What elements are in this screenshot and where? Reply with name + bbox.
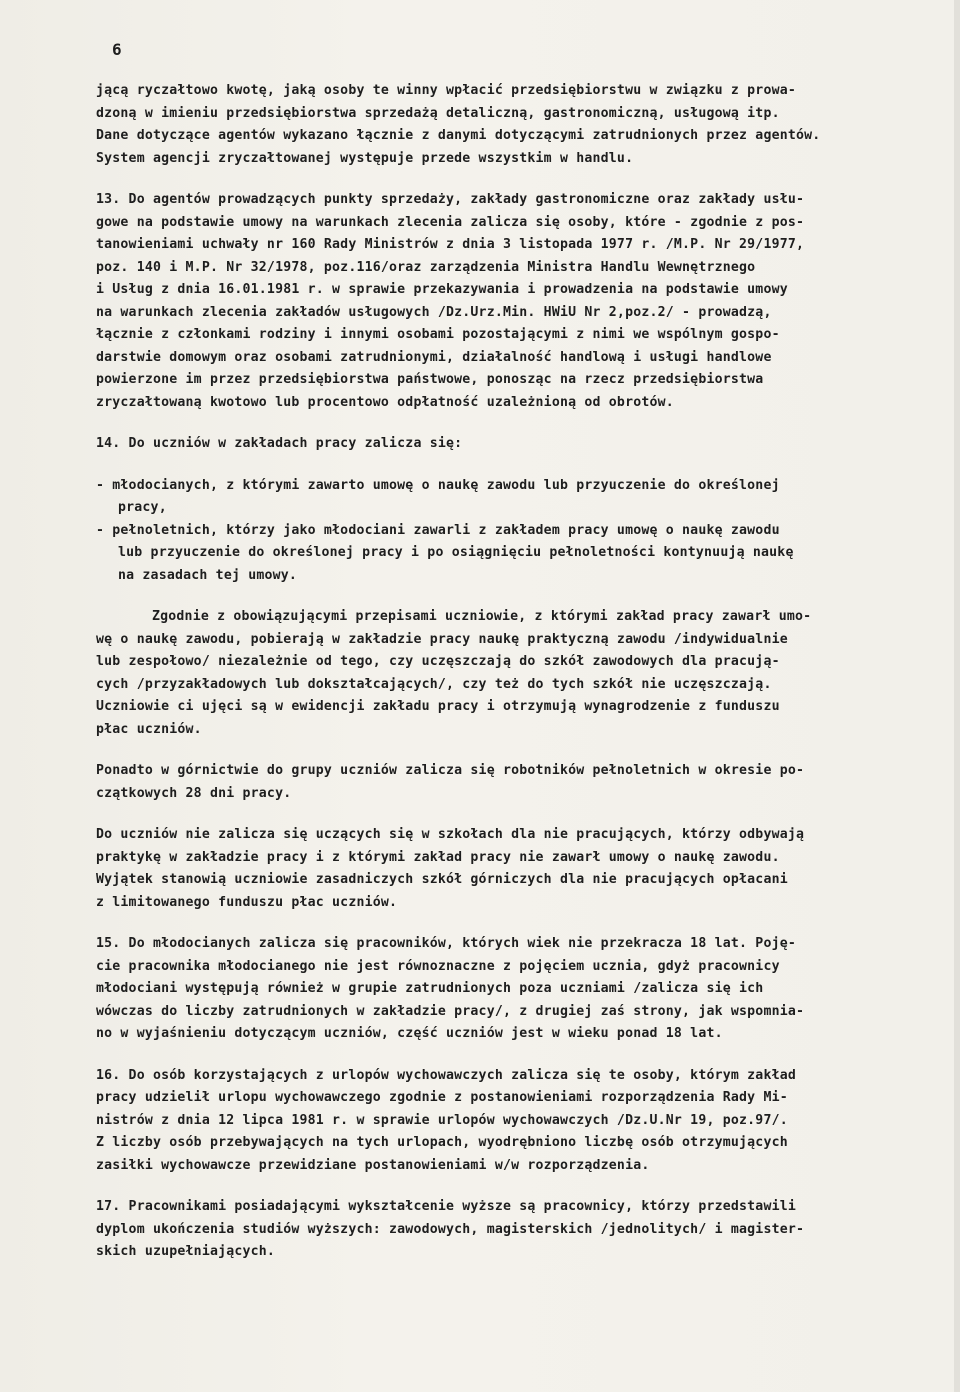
text-line: Z liczby osób przebywających na tych urlopach, wyodrębniono liczbę osób otrzymujących xyxy=(96,1135,788,1150)
text-line: łącznie z członkami rodziny i innymi osobami pozostającymi z nimi we wspólnym gospo- xyxy=(96,327,780,342)
paragraph-gap xyxy=(96,1177,930,1196)
text-line: czątkowych 28 dni pracy. xyxy=(96,785,292,801)
text-line: dyplom ukończenia studiów wyższych: zawodowych, magisterskich /jednolitych/ i magister- xyxy=(96,1221,805,1237)
text-line: gowe na podstawie umowy na warunkach zlecenia zalicza się osoby, które - zgodnie z pos- xyxy=(96,214,805,230)
text-line: zasiłki wychowawcze przewidziane postanowieniami w/w rozporządzenia. xyxy=(96,1157,650,1173)
text-line: pracy udzielił urlopu wychowawczego zgodnie z postanowieniami rozporządzenia Rady Mi- xyxy=(96,1090,788,1105)
document-body xyxy=(96,80,930,1264)
text-line: lub przyuczenie do określonej pracy i po osiągnięciu pełnoletności kontynuują naukę xyxy=(118,545,794,560)
text-line: skich uzupełniających. xyxy=(96,1244,276,1259)
page-edge-shadow xyxy=(954,0,960,1392)
text-line: zryczałtowaną kwotowo lub procentowo odpłatność uzależnioną od obrotów. xyxy=(96,394,674,410)
text-line: Wyjątek stanowią uczniowie zasadniczych szkół górniczych dla nie pracujących opłacani xyxy=(96,872,788,887)
text-line: poz. 140 i M.P. Nr 32/1978, poz.116/oraz zarządzenia Ministra Handlu Wewnętrznego xyxy=(96,259,756,275)
text-line: 13. Do agentów prowadzących punkty sprzedaży, zakłady gastronomiczne oraz zakłady usłu- xyxy=(96,192,805,207)
text-line: lub zespołowo/ niezależnie od tego, czy uczęszczają do szkół zawodowych dla pracują- xyxy=(96,654,780,669)
text-line: dzoną w imieniu przedsiębiorstwa sprzedażą detaliczną, gastronomiczną, usługową itp. xyxy=(96,105,780,121)
text-line: Zgodnie z obowiązującymi przepisami uczniowie, z którymi zakład pracy zawarł umo- xyxy=(152,609,812,624)
text-line: wówczas do liczby zatrudnionych w zakładzie pracy/, z drugiej zaś strony, jak wspomnia- xyxy=(96,1003,805,1019)
text-line: darstwie domowym oraz osobami zatrudnionymi, działalność handlową i usługi handlowe xyxy=(96,349,772,365)
paragraph-gap xyxy=(96,741,930,760)
text-line: pracy, xyxy=(118,500,167,515)
text-line: no w wyjaśnieniu dotyczącym uczniów, część uczniów jest w wieku ponad 18 lat. xyxy=(96,1026,723,1041)
text-line: tanowieniami uchwały nr 160 Rady Ministrów z dnia 3 listopada 1977 r. /M.P. Nr 29/1977, xyxy=(96,237,805,252)
text-line: - pełnoletnich, którzy jako młodociani zawarli z zakładem pracy umowę o naukę zawodu xyxy=(96,522,780,538)
text-line: jącą ryczałtowo kwotę, jaką osoby te winny wpłacić przedsiębiorstwu w związku z prowa- xyxy=(96,83,797,98)
text-line: 15. Do młodocianych zalicza się pracowników, których wiek nie przekracza 18 lat. Poję- xyxy=(96,936,797,951)
text-line: na zasadach tej umowy. xyxy=(118,567,298,583)
text-line: powierzone im przez przedsiębiorstwa państwowe, ponosząc na rzecz przedsiębiorstwa xyxy=(96,372,764,387)
text-line: 14. Do uczniów w zakładach pracy zalicza się: xyxy=(96,436,463,451)
text-line: System agencji zryczałtowanej występuje przede wszystkim w handlu. xyxy=(96,150,634,166)
paragraph-gap xyxy=(96,1046,930,1065)
text-line: praktykę w zakładzie pracy i z którymi zakład pracy nie zawarł umowy o naukę zawodu. xyxy=(96,849,780,865)
text-line: cych /przyzakładowych lub dokształcających/, czy też do tych szkół nie uczęszczają. xyxy=(96,676,772,692)
text-line: z limitowanego funduszu płac uczniów. xyxy=(96,894,398,910)
text-line: Uczniowie ci ujęci są w ewidencji zakładu pracy i otrzymują wynagrodzenie z funduszu xyxy=(96,699,780,714)
text-line: i Usług z dnia 16.01.1981 r. w sprawie przekazywania i prowadzenia na podstawie umowy xyxy=(96,282,788,297)
text-line: płac uczniów. xyxy=(96,721,202,737)
paragraph-gap xyxy=(96,414,930,433)
text-line: - młodocianych, z którymi zawarto umowę o naukę zawodu lub przyuczenie do określonej xyxy=(96,477,780,493)
text-line: młodociani występują również w grupie zatrudnionych poza uczniami /zalicza się ich xyxy=(96,981,764,996)
text-line: Do uczniów nie zalicza się uczących się w szkołach dla nie pracujących, którzy odbywają xyxy=(96,827,805,842)
text-line: Dane dotyczące agentów wykazano łącznie z danymi dotyczącymi zatrudnionych przez agentów. xyxy=(96,128,821,143)
paragraph-gap xyxy=(96,456,930,475)
text-line: 16. Do osób korzystających z urlopów wychowawczych zalicza się te osoby, którym zakład xyxy=(96,1067,797,1083)
text-line: na warunkach zlecenia zakładów usługowych /Dz.Urz.Min. HWiU Nr 2,poz.2/ - prowadzą, xyxy=(96,304,772,320)
page-number: 6 xyxy=(112,40,122,59)
text-line: Ponadto w górnictwie do grupy uczniów zalicza się robotników pełnoletnich w okresie po- xyxy=(96,763,805,778)
paragraph-gap xyxy=(96,170,930,189)
paragraph-gap xyxy=(96,805,930,824)
text-line: nistrów z dnia 12 lipca 1981 r. w sprawie urlopów wychowawczych /Dz.U.Nr 19, poz.97/. xyxy=(96,1112,788,1128)
text-line: wę o naukę zawodu, pobierają w zakładzie pracy naukę praktyczną zawodu /indywidualnie xyxy=(96,631,788,647)
text-line: cie pracownika młodocianego nie jest równoznaczne z pojęciem ucznia, gdyż pracownicy xyxy=(96,958,780,974)
paragraph-gap xyxy=(96,587,930,606)
paragraph-gap xyxy=(96,914,930,933)
text-line: 17. Pracownikami posiadającymi wykształcenie wyższe są pracownicy, którzy przedstawili xyxy=(96,1199,797,1214)
